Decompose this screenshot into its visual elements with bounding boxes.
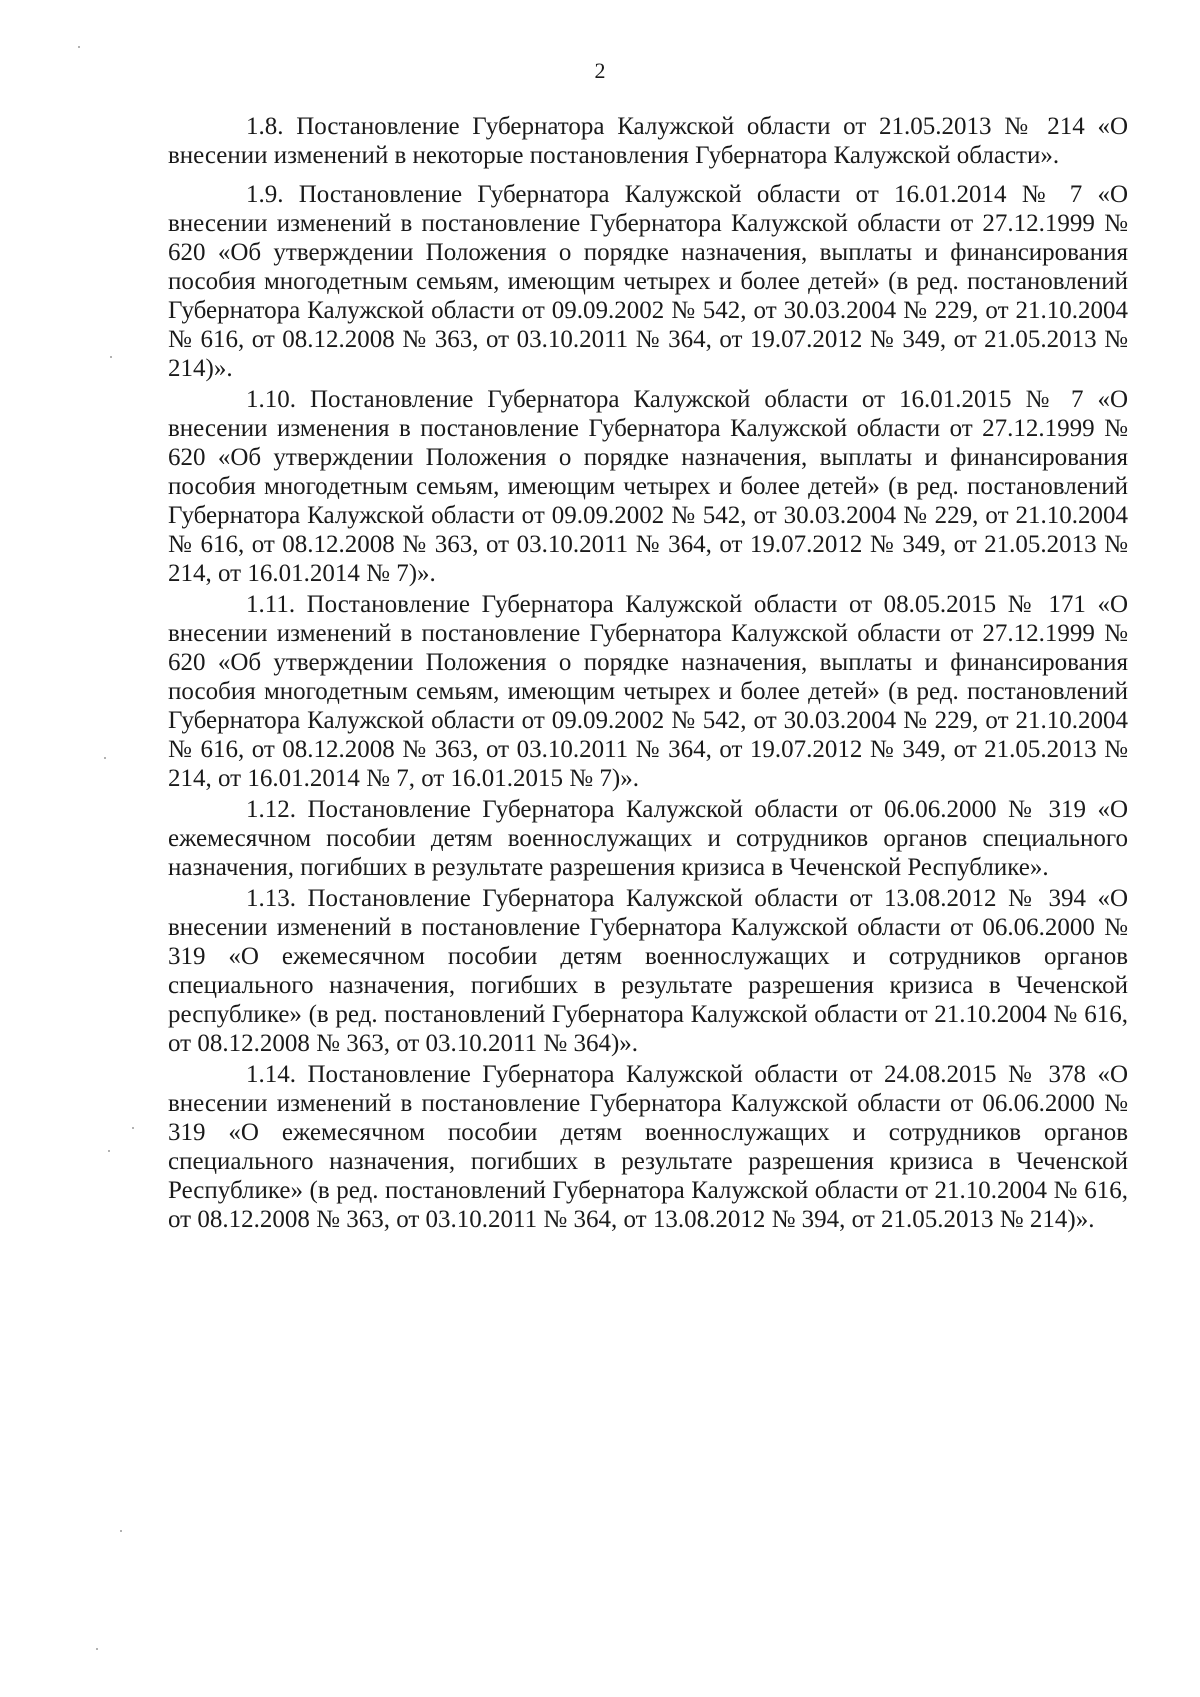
paragraph-1-13: 1.13. Постановление Губернатора Калужской области от 13.08.2012 № 394 «О внесении изменений в постановление Губернатора Калужской области от 06.06.2000 № 319 «О ежемесячном пособии детям военнослужащих и сотрудников органов специального назначения, погибших в результате разрешения кризиса в Чеченской республике» (в ред. постановлений Губернатора Калужской области от 21.10.2004 № 616, от 08.12.2008 № 363, от 03.10.2011 № 364)». [168,885,1128,1057]
scan-speck [110,356,112,358]
scan-speck [120,1530,122,1532]
paragraph-1-12: 1.12. Постановление Губернатора Калужской области от 06.06.2000 № 319 «О ежемесячном пособии детям военнослужащих и сотрудников органов специального назначения, погибших в результате разрешения кризиса в Чеченской Республике». [168,796,1128,881]
scan-speck [96,1648,98,1650]
paragraph-1-8: 1.8. Постановление Губернатора Калужской области от 21.05.2013 № 214 «О внесении изменений в некоторые постановления Губернатора Калужской области». [168,113,1128,169]
paragraph-1-10: 1.10. Постановление Губернатора Калужской области от 16.01.2015 № 7 «О внесении изменения в постановление Губернатора Калужской области от 27.12.1999 № 620 «Об утверждении Положения о порядке назначения, выплаты и финансирования пособия многодетным семьям, имеющим четырех и более детей» (в ред. постановлений Губернатора Калужской области от 09.09.2002 № 542, от 30.03.2004 № 229, от 21.10.2004 № 616, от 08.12.2008 № 363, от 03.10.2011 № 364, от 19.07.2012 № 349, от 21.05.2013 № 214, от 16.01.2014 № 7)». [168,386,1128,587]
scan-speck [104,757,106,759]
scan-speck [108,1150,110,1152]
scan-speck [78,46,80,48]
paragraph-1-11: 1.11. Постановление Губернатора Калужской области от 08.05.2015 № 171 «О внесении изменений в постановление Губернатора Калужской области от 27.12.1999 № 620 «Об утверждении Положения о порядке назначения, выплаты и финансирования пособия многодетным семьям, имеющим четырех и более детей» (в ред. постановлений Губернатора Калужской области от 09.09.2002 № 542, от 30.03.2004 № 229, от 21.10.2004 № 616, от 08.12.2008 № 363, от 03.10.2011 № 364, от 19.07.2012 № 349, от 21.05.2013 № 214, от 16.01.2014 № 7, от 16.01.2015 № 7)». [168,591,1128,792]
scan-speck [132,1127,134,1129]
paragraph-1-9: 1.9. Постановление Губернатора Калужской области от 16.01.2014 № 7 «О внесении изменений в постановление Губернатора Калужской области от 27.12.1999 № 620 «Об утверждении Положения о порядке назначения, выплаты и финансирования пособия многодетным семьям, имеющим четырех и более детей» (в ред. постановлений Губернатора Калужской области от 09.09.2002 № 542, от 30.03.2004 № 229, от 21.10.2004 № 616, от 08.12.2008 № 363, от 03.10.2011 № 364, от 19.07.2012 № 349, от 21.05.2013 № 214)». [168,181,1128,382]
document-body [168,112,1128,1234]
page-number: 2 [594,58,606,83]
paragraph-1-14: 1.14. Постановление Губернатора Калужской области от 24.08.2015 № 378 «О внесении изменений в постановление Губернатора Калужской области от 06.06.2000 № 319 «О ежемесячном пособии детям военнослужащих и сотрудников органов специального назначения, погибших в результате разрешения кризиса в Чеченской Республике» (в ред. постановлений Губернатора Калужской области от 21.10.2004 № 616, от 08.12.2008 № 363, от 03.10.2011 № 364, от 13.08.2012 № 394, от 21.05.2013 № 214)». [168,1061,1128,1233]
